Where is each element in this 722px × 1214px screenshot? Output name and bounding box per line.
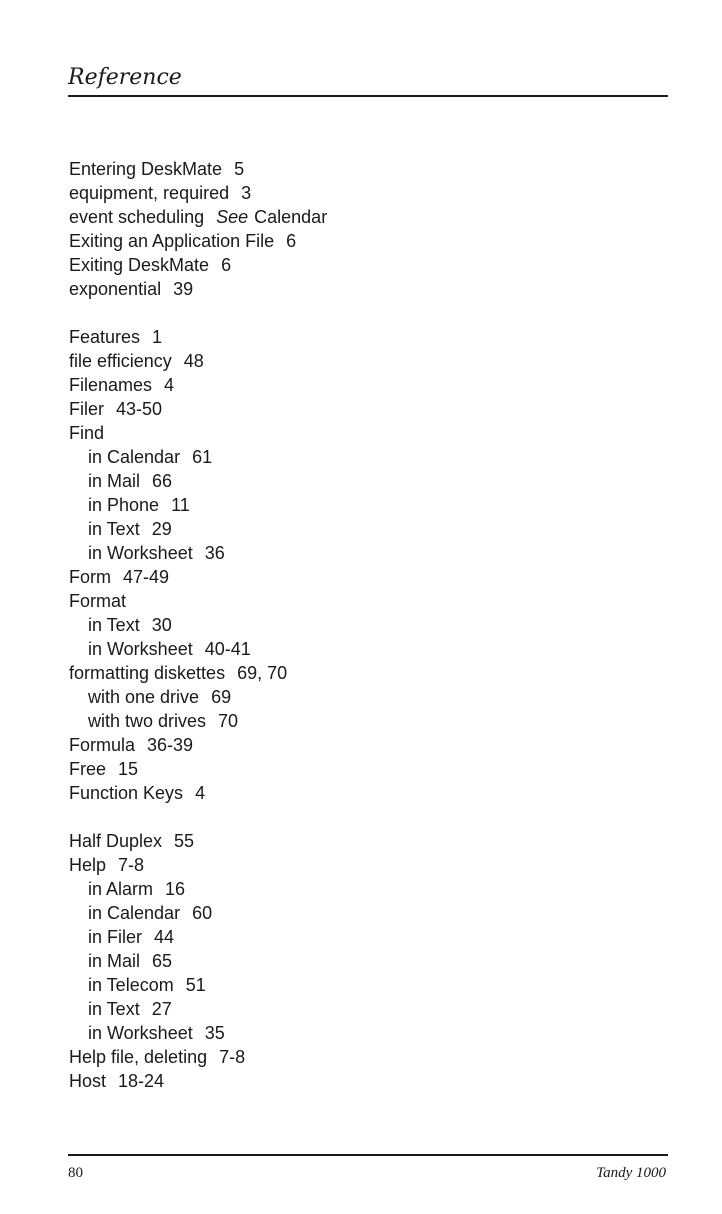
index-pages: 18-24 (118, 1071, 165, 1091)
index-term: in Worksheet (88, 1023, 193, 1043)
index-term: in Calendar (88, 447, 181, 467)
index-pages: 5 (234, 159, 245, 179)
index-term: in Worksheet (88, 639, 193, 659)
index-pages: 65 (152, 951, 173, 971)
index-subentry (69, 517, 669, 541)
index-entry (69, 373, 669, 397)
index-subentry (69, 925, 669, 949)
index-term: Form (69, 567, 111, 587)
index-subentry (69, 949, 669, 973)
index-pages: 36 (204, 543, 225, 563)
index-pages: 40-41 (204, 639, 251, 659)
index-entry (69, 757, 669, 781)
index-entry (69, 397, 669, 421)
index-term: in Calendar (88, 903, 181, 923)
index-pages: 70 (218, 711, 239, 731)
index-term: event scheduling (69, 207, 205, 227)
index-subentry (69, 901, 669, 925)
index-term: Half Duplex (69, 831, 163, 851)
index-pages: 66 (152, 471, 173, 491)
index-pages: 16 (165, 879, 186, 899)
index-term: in Filer (88, 927, 143, 947)
index-entry (69, 589, 669, 613)
index-entry (69, 181, 669, 205)
index-term: Formula (69, 735, 136, 755)
index-term: in Mail (88, 471, 141, 491)
index-subentry (69, 877, 669, 901)
index-term: in Phone (88, 495, 160, 515)
index-pages: 11 (171, 495, 190, 515)
index-subentry (69, 1021, 669, 1045)
index-term: exponential (69, 279, 162, 299)
index-term: Filer (69, 399, 104, 419)
index-entry (69, 205, 669, 229)
index-subentry (69, 997, 669, 1021)
index-pages: 36-39 (147, 735, 194, 755)
index-entry (69, 253, 669, 277)
index-entry (69, 349, 669, 373)
index-subentry (69, 709, 669, 733)
index-pages: 69 (211, 687, 232, 707)
index-pages: 6 (286, 231, 297, 251)
index-term: Exiting DeskMate (69, 255, 210, 275)
index-subentry (69, 685, 669, 709)
index-pages: 35 (204, 1023, 225, 1043)
index-pages: 4 (195, 783, 206, 803)
index-subentry (69, 493, 669, 517)
see-target: Calendar (254, 207, 328, 227)
index-term: Format (69, 591, 127, 611)
index-pages: 3 (241, 183, 252, 203)
page-number: 80 (68, 1165, 83, 1181)
index-pages: 47-49 (123, 567, 170, 587)
index-entry (69, 733, 669, 757)
index-subentry (69, 637, 669, 661)
index-term: Entering DeskMate (69, 159, 223, 179)
see-reference: See (216, 207, 249, 227)
index-term: file efficiency (69, 351, 172, 371)
index-term: Features (69, 327, 141, 347)
index-pages: 27 (151, 999, 172, 1019)
index-term: Free (69, 759, 107, 779)
index-pages: 48 (183, 351, 204, 371)
index-entry (69, 1045, 669, 1069)
index-pages: 51 (185, 975, 206, 995)
product-name: Tandy 1000 (596, 1165, 666, 1181)
index-pages: 43-50 (116, 399, 163, 419)
index-group (69, 157, 669, 301)
index-pages: 61 (192, 447, 213, 467)
header-rule (68, 95, 668, 97)
index-term: with two drives (88, 711, 207, 731)
index-entry (69, 1069, 669, 1093)
index-term: Help (69, 855, 107, 875)
index-subentry (69, 445, 669, 469)
index-entry (69, 325, 669, 349)
index-entry (69, 421, 669, 445)
index-pages: 29 (151, 519, 172, 539)
index-term: in Worksheet (88, 543, 193, 563)
index-term: in Text (88, 999, 140, 1019)
index-term: Filenames (69, 375, 153, 395)
index-term: Exiting an Application File (69, 231, 275, 251)
index-list (69, 157, 669, 1093)
index-pages: 6 (221, 255, 232, 275)
index-pages: 1 (152, 327, 163, 347)
index-pages: 4 (164, 375, 175, 395)
index-group (69, 325, 669, 805)
index-group (69, 829, 669, 1093)
index-term: in Text (88, 519, 140, 539)
index-entry (69, 277, 669, 301)
index-pages: 44 (154, 927, 175, 947)
index-term: in Text (88, 615, 140, 635)
index-entry (69, 829, 669, 853)
index-term: in Mail (88, 951, 141, 971)
index-pages: 55 (174, 831, 195, 851)
index-entry (69, 565, 669, 589)
index-term: Help file, deleting (69, 1047, 208, 1067)
index-term: in Telecom (88, 975, 174, 995)
index-pages: 7-8 (118, 855, 145, 875)
index-entry (69, 229, 669, 253)
index-pages: 60 (192, 903, 213, 923)
index-subentry (69, 613, 669, 637)
index-term: with one drive (88, 687, 200, 707)
index-entry (69, 781, 669, 805)
page-title: Reference (68, 65, 182, 90)
index-pages: 15 (118, 759, 139, 779)
index-term: Find (69, 423, 105, 443)
index-subentry (69, 469, 669, 493)
footer-rule (68, 1154, 668, 1156)
index-term: equipment, required (69, 183, 230, 203)
index-entry (69, 853, 669, 877)
index-entry (69, 661, 669, 685)
index-pages: 30 (151, 615, 172, 635)
index-entry (69, 157, 669, 181)
index-term: Function Keys (69, 783, 184, 803)
index-term: Host (69, 1071, 107, 1091)
index-term: in Alarm (88, 879, 154, 899)
index-subentry (69, 541, 669, 565)
index-pages: 39 (173, 279, 194, 299)
index-pages: 7-8 (219, 1047, 246, 1067)
index-subentry (69, 973, 669, 997)
index-term: formatting diskettes (69, 663, 226, 683)
index-pages: 69, 70 (237, 663, 288, 683)
